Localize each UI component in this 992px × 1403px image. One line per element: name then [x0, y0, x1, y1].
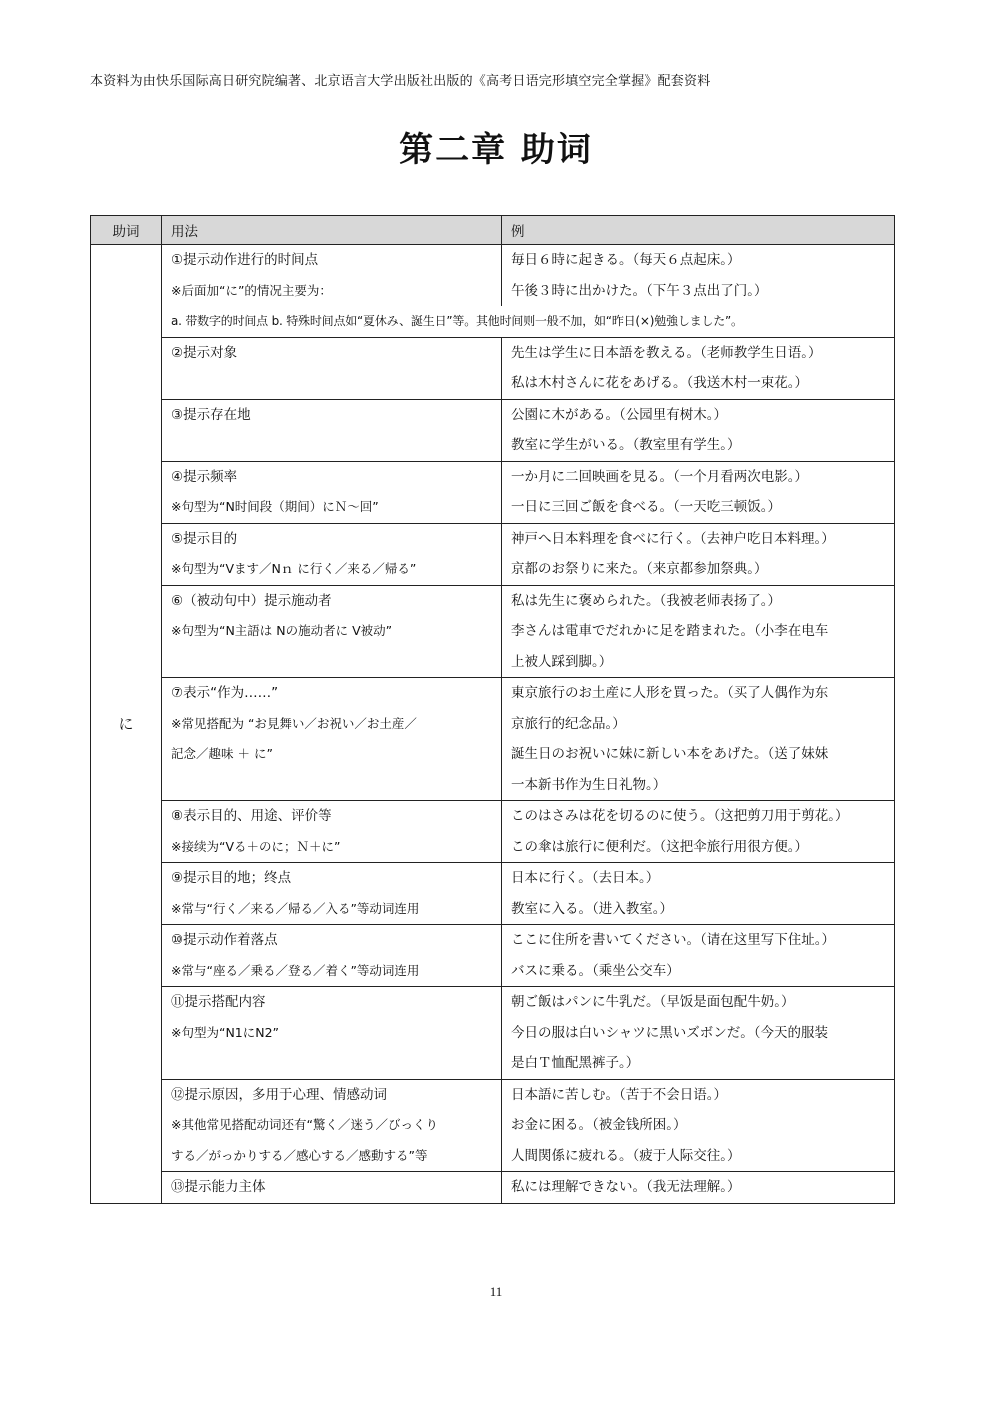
usage-cell [162, 337, 502, 399]
usage-note: 記念／趣味 ＋ に” [171, 746, 273, 761]
example-cell [502, 801, 895, 863]
usage-title: ⑫提示原因，多用于心理、情感动词 [171, 1086, 387, 1103]
example-line: 私は先生に褒められた。（我被老师表扬了。） [511, 592, 781, 609]
table-row [91, 1079, 895, 1172]
example-line: 一日に三回ご飯を食べる。（一天吃三顿饭。） [511, 499, 781, 515]
table-header-row [91, 216, 895, 245]
example-line: 先生は学生に日本語を教える。（老师教学生日语。） [511, 344, 822, 361]
usage-spacer [162, 430, 501, 461]
usage-cell [162, 1172, 502, 1204]
table-row [91, 245, 895, 307]
header-note: 本资料为由快乐国际高日研究院编著、北京语言大学出版社出版的《高考日语完形填空完全掌握》配套资料 [90, 74, 711, 89]
usage-title: ⑪提示搭配内容 [171, 994, 266, 1010]
usage-title: ①提示动作进行的时间点 [171, 252, 319, 268]
usage-title: ⑤提示目的 [171, 530, 238, 547]
table-row [91, 801, 895, 863]
usage-note: ※句型为“N主語は Nの施动者に V被动” [171, 623, 393, 638]
table-row [91, 863, 895, 925]
usage-note: ※句型为“N时间段（期间）にＮ～回” [171, 499, 379, 514]
example-cell [502, 399, 895, 461]
particle-cell: に [91, 245, 162, 1204]
example-line: 誕生日のお祝いに妹に新しい本をあげた。（送了妹妹 [511, 746, 829, 762]
example-line: 午後３時に出かけた。（下午３点出了门。） [511, 282, 768, 299]
usage-spacer [162, 368, 501, 399]
usage-title: ⑧表示目的、用途、评价等 [171, 808, 332, 824]
usage-title: ⑬提示能力主体 [171, 1179, 266, 1195]
example-line: 公園に木がある。（公园里有树木。） [511, 406, 727, 423]
usage-title: ②提示对象 [171, 344, 238, 361]
example-line: バスに乗る。（乘坐公交车） [511, 962, 680, 979]
usage-spacer [162, 647, 501, 678]
header-usage: 用法 [162, 216, 502, 245]
usage-title: ⑥（被动句中）提示施动者 [171, 592, 332, 609]
usage-cell [162, 801, 502, 863]
usage-title: ④提示频率 [171, 468, 238, 485]
example-cell [502, 245, 895, 307]
usage-title: ③提示存在地 [171, 406, 251, 423]
table-row [91, 337, 895, 399]
usage-note: ※后面加“に”的情况主要为： [171, 282, 332, 298]
usage-title: ⑩提示动作着落点 [171, 932, 278, 948]
table-row [91, 585, 895, 678]
header-particle: 助词 [91, 216, 162, 245]
example-cell [502, 523, 895, 585]
example-line: 朝ご飯はパンに牛乳だ。（早饭是面包配牛奶。） [511, 994, 795, 1010]
example-line: 上被人踩到脚。） [511, 653, 613, 670]
time-point-note: a. 带数字的时间点 b. 特殊时间点如“夏休み、誕生日”等。其他时间则一般不加，如“昨日(×)勉強しました”。 [171, 314, 743, 328]
header-example: 例 [502, 216, 895, 245]
example-line: 日本語に苦しむ。（苦于不会日语。） [511, 1086, 727, 1103]
usage-note: ※其他常见搭配动词还有“驚く／迷う／びっくり [171, 1117, 438, 1132]
example-line: 東京旅行のお土産に人形を買った。（买了人偶作为东 [511, 685, 829, 701]
example-line: この傘は旅行に便利だ。（这把伞旅行用很方便。） [511, 838, 808, 855]
usage-note: する／がっかりする／感心する／感動する”等 [171, 1147, 428, 1163]
table-row [91, 678, 895, 801]
example-cell [502, 987, 895, 1080]
table-row-note [91, 306, 895, 337]
usage-cell [162, 585, 502, 678]
usage-cell [162, 245, 502, 307]
example-line: お金に困る。（被金钱所困。） [511, 1117, 687, 1133]
usage-note: ※接续为“Vる＋のに；Ｎ＋に” [171, 838, 341, 854]
example-line: 日本に行く。（去日本。） [511, 870, 660, 886]
example-cell [502, 925, 895, 987]
example-cell [502, 337, 895, 399]
example-cell [502, 863, 895, 925]
grammar-table [90, 215, 895, 1204]
example-line: 毎日６時に起きる。（每天６点起床。） [511, 252, 741, 268]
usage-note: ※句型为“N1にN2” [171, 1024, 280, 1040]
example-line: 京都のお祭りに来た。（来京都参加祭典。） [511, 561, 768, 577]
usage-spacer [162, 1048, 501, 1079]
example-line: ここに住所を書いてください。（请在这里写下住址。） [511, 932, 835, 948]
usage-cell [162, 461, 502, 523]
usage-cell [162, 678, 502, 801]
example-line: 一本新书作为生日礼物。） [511, 776, 667, 793]
usage-note: ※常见搭配为 “お見舞い／お祝い／お土産／ [171, 715, 417, 731]
usage-note: ※常与“行く／来る／帰る／入る”等动词连用 [171, 900, 420, 916]
usage-title: ⑨提示目的地；终点 [171, 870, 292, 886]
table-row [91, 925, 895, 987]
example-cell [502, 461, 895, 523]
example-line: このはさみは花を切るのに使う。（这把剪刀用于剪花。） [511, 808, 849, 824]
usage-spacer [162, 770, 501, 801]
example-line: 一か月に二回映画を見る。（一个月看两次电影。） [511, 468, 808, 485]
usage-title: ⑦表示“作为……” [171, 685, 279, 701]
example-line: 教室に入る。（进入教室。） [511, 900, 673, 917]
example-cell [502, 1172, 895, 1204]
usage-cell [162, 987, 502, 1080]
example-line: 是白Ｔ恤配黑裤子。） [511, 1055, 640, 1071]
example-line: 教室に学生がいる。（教室里有学生。） [511, 437, 741, 453]
example-line: 私は木村さんに花をあげる。（我送木村一束花。） [511, 375, 808, 391]
example-line: 私には理解できない。（我无法理解。） [511, 1179, 741, 1195]
example-line: 今日の服は白いシャツに黒いズボンだ。（今天的服装 [511, 1024, 828, 1041]
example-line: 京旅行的纪念品。） [511, 715, 626, 732]
usage-cell [162, 1079, 502, 1172]
usage-note: ※句型为“Vます／Nｎ に行く／来る／帰る” [171, 561, 417, 576]
usage-cell [162, 399, 502, 461]
table-row [91, 399, 895, 461]
table-row [91, 461, 895, 523]
table-row [91, 523, 895, 585]
example-cell [502, 678, 895, 801]
example-cell [502, 1079, 895, 1172]
example-line: 李さんは電車でだれかに足を踏まれた。（小李在电车 [511, 623, 829, 639]
table-row [91, 987, 895, 1080]
usage-note: ※常与“座る／乗る／登る／着く”等动词连用 [171, 962, 420, 978]
table-row [91, 1172, 895, 1204]
usage-cell [162, 863, 502, 925]
page-number: 11 [489, 1284, 503, 1299]
example-line: 神戸へ日本料理を食べに行く。（去神户吃日本料理。） [511, 530, 835, 547]
page-title: 第二章 助词 [399, 130, 593, 170]
usage-cell [162, 523, 502, 585]
usage-cell [162, 925, 502, 987]
example-cell [502, 585, 895, 678]
example-line: 人間関係に疲れる。（疲于人际交往。） [511, 1147, 741, 1164]
